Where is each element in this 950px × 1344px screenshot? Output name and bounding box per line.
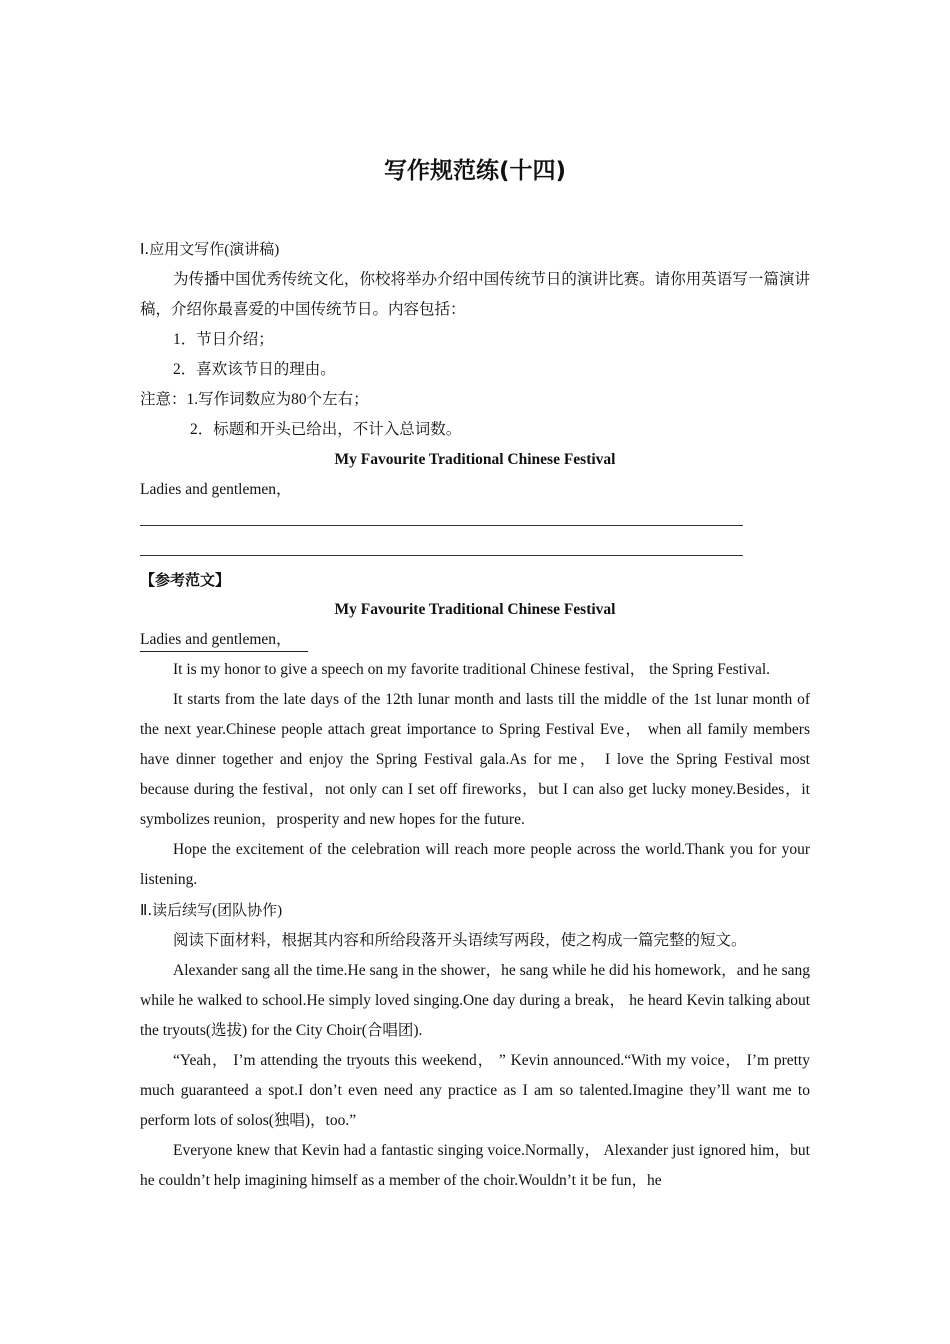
section2-heading: [140, 895, 810, 926]
reference-paragraph-1: It is my honor to give a speech on my favorite traditional Chinese festival， the Spring Festival.: [173, 661, 771, 678]
answer-line-2[interactable]: [140, 535, 810, 565]
section2-paragraph-1: Alexander sang all the time.He sang in the shower，he sang while he did his homework，and he sang while he walked to school.He simply loved singing.One day during a break， he heard Kevin talking about the tryouts(选拔) for the City Choir(合唱团).: [140, 962, 810, 1039]
reference-essay-title: My Favourite Traditional Chinese Festival: [334, 601, 616, 618]
reference-greeting-line: [140, 625, 810, 655]
section1-heading-paren: (演讲稿): [224, 242, 280, 258]
section1-prompt: 为传播中国优秀传统文化，你校将举办介绍中国传统节日的演讲比赛。请你用英语写一篇演讲稿，介绍你最喜爱的中国传统节日。内容包括：: [140, 271, 810, 318]
document-body: [140, 234, 810, 1196]
section1-heading: [140, 234, 810, 265]
section2-paragraph-3: Everyone knew that Kevin had a fantastic singing voice.Normally， Alexander just ignored him，but he couldn’t help imagining himself as a member of the choir.Wouldn’t it be fun，he: [140, 1142, 810, 1189]
section2-paragraph-2: “Yeah， I’m attending the tryouts this weekend， ” Kevin announced.“With my voice， I’m pretty much guaranteed a spot.I don’t even need any practice as I am so talented.Imagine they’ll want me to perform lots of solos(独唱)，too.”: [140, 1052, 810, 1129]
section1-essay-title: My Favourite Traditional Chinese Festival: [334, 451, 616, 468]
reference-paragraph-3: Hope the excitement of the celebration will reach more people across the world.Thank you for your listening.: [140, 841, 810, 888]
section1-note-1: 注意：1.写作词数应为80个左右；: [140, 391, 369, 408]
section1-note-2: 2．标题和开头已给出，不计入总词数。: [190, 421, 462, 438]
answer-line-1[interactable]: [140, 505, 810, 535]
section1-heading-label: Ⅰ.应用文写作: [140, 240, 225, 258]
page-title: 写作规范练(十四): [383, 158, 567, 184]
reference-heading: 【参考范文】: [140, 571, 231, 589]
reference-greeting: Ladies and gentlemen，: [140, 629, 308, 652]
section2-heading-paren: (团队协作): [212, 903, 283, 919]
section1-item-2: 2．喜欢该节日的理由。: [173, 361, 336, 378]
section2-heading-label: Ⅱ.读后续写: [140, 901, 213, 919]
section1-greeting: Ladies and gentlemen，: [140, 481, 292, 498]
reference-paragraph-2: It starts from the late days of the 12th lunar month and lasts till the middle of the 1st lunar month of the next year.Chinese people attach great importance to Spring Festival Eve， when all family members have dinner together and enjoy the Spring Festival gala.As for me， I love the Spring Festival most because during the festival，not only can I set off fireworks，but I can also get lucky money.Besides，it symbolizes reunion，prosperity and new hopes for the future.: [140, 691, 810, 828]
section1-item-1: 1．节日介绍；: [173, 331, 274, 348]
section2-instruction: 阅读下面材料，根据其内容和所给段落开头语续写两段，使之构成一篇完整的短文。: [173, 932, 747, 949]
